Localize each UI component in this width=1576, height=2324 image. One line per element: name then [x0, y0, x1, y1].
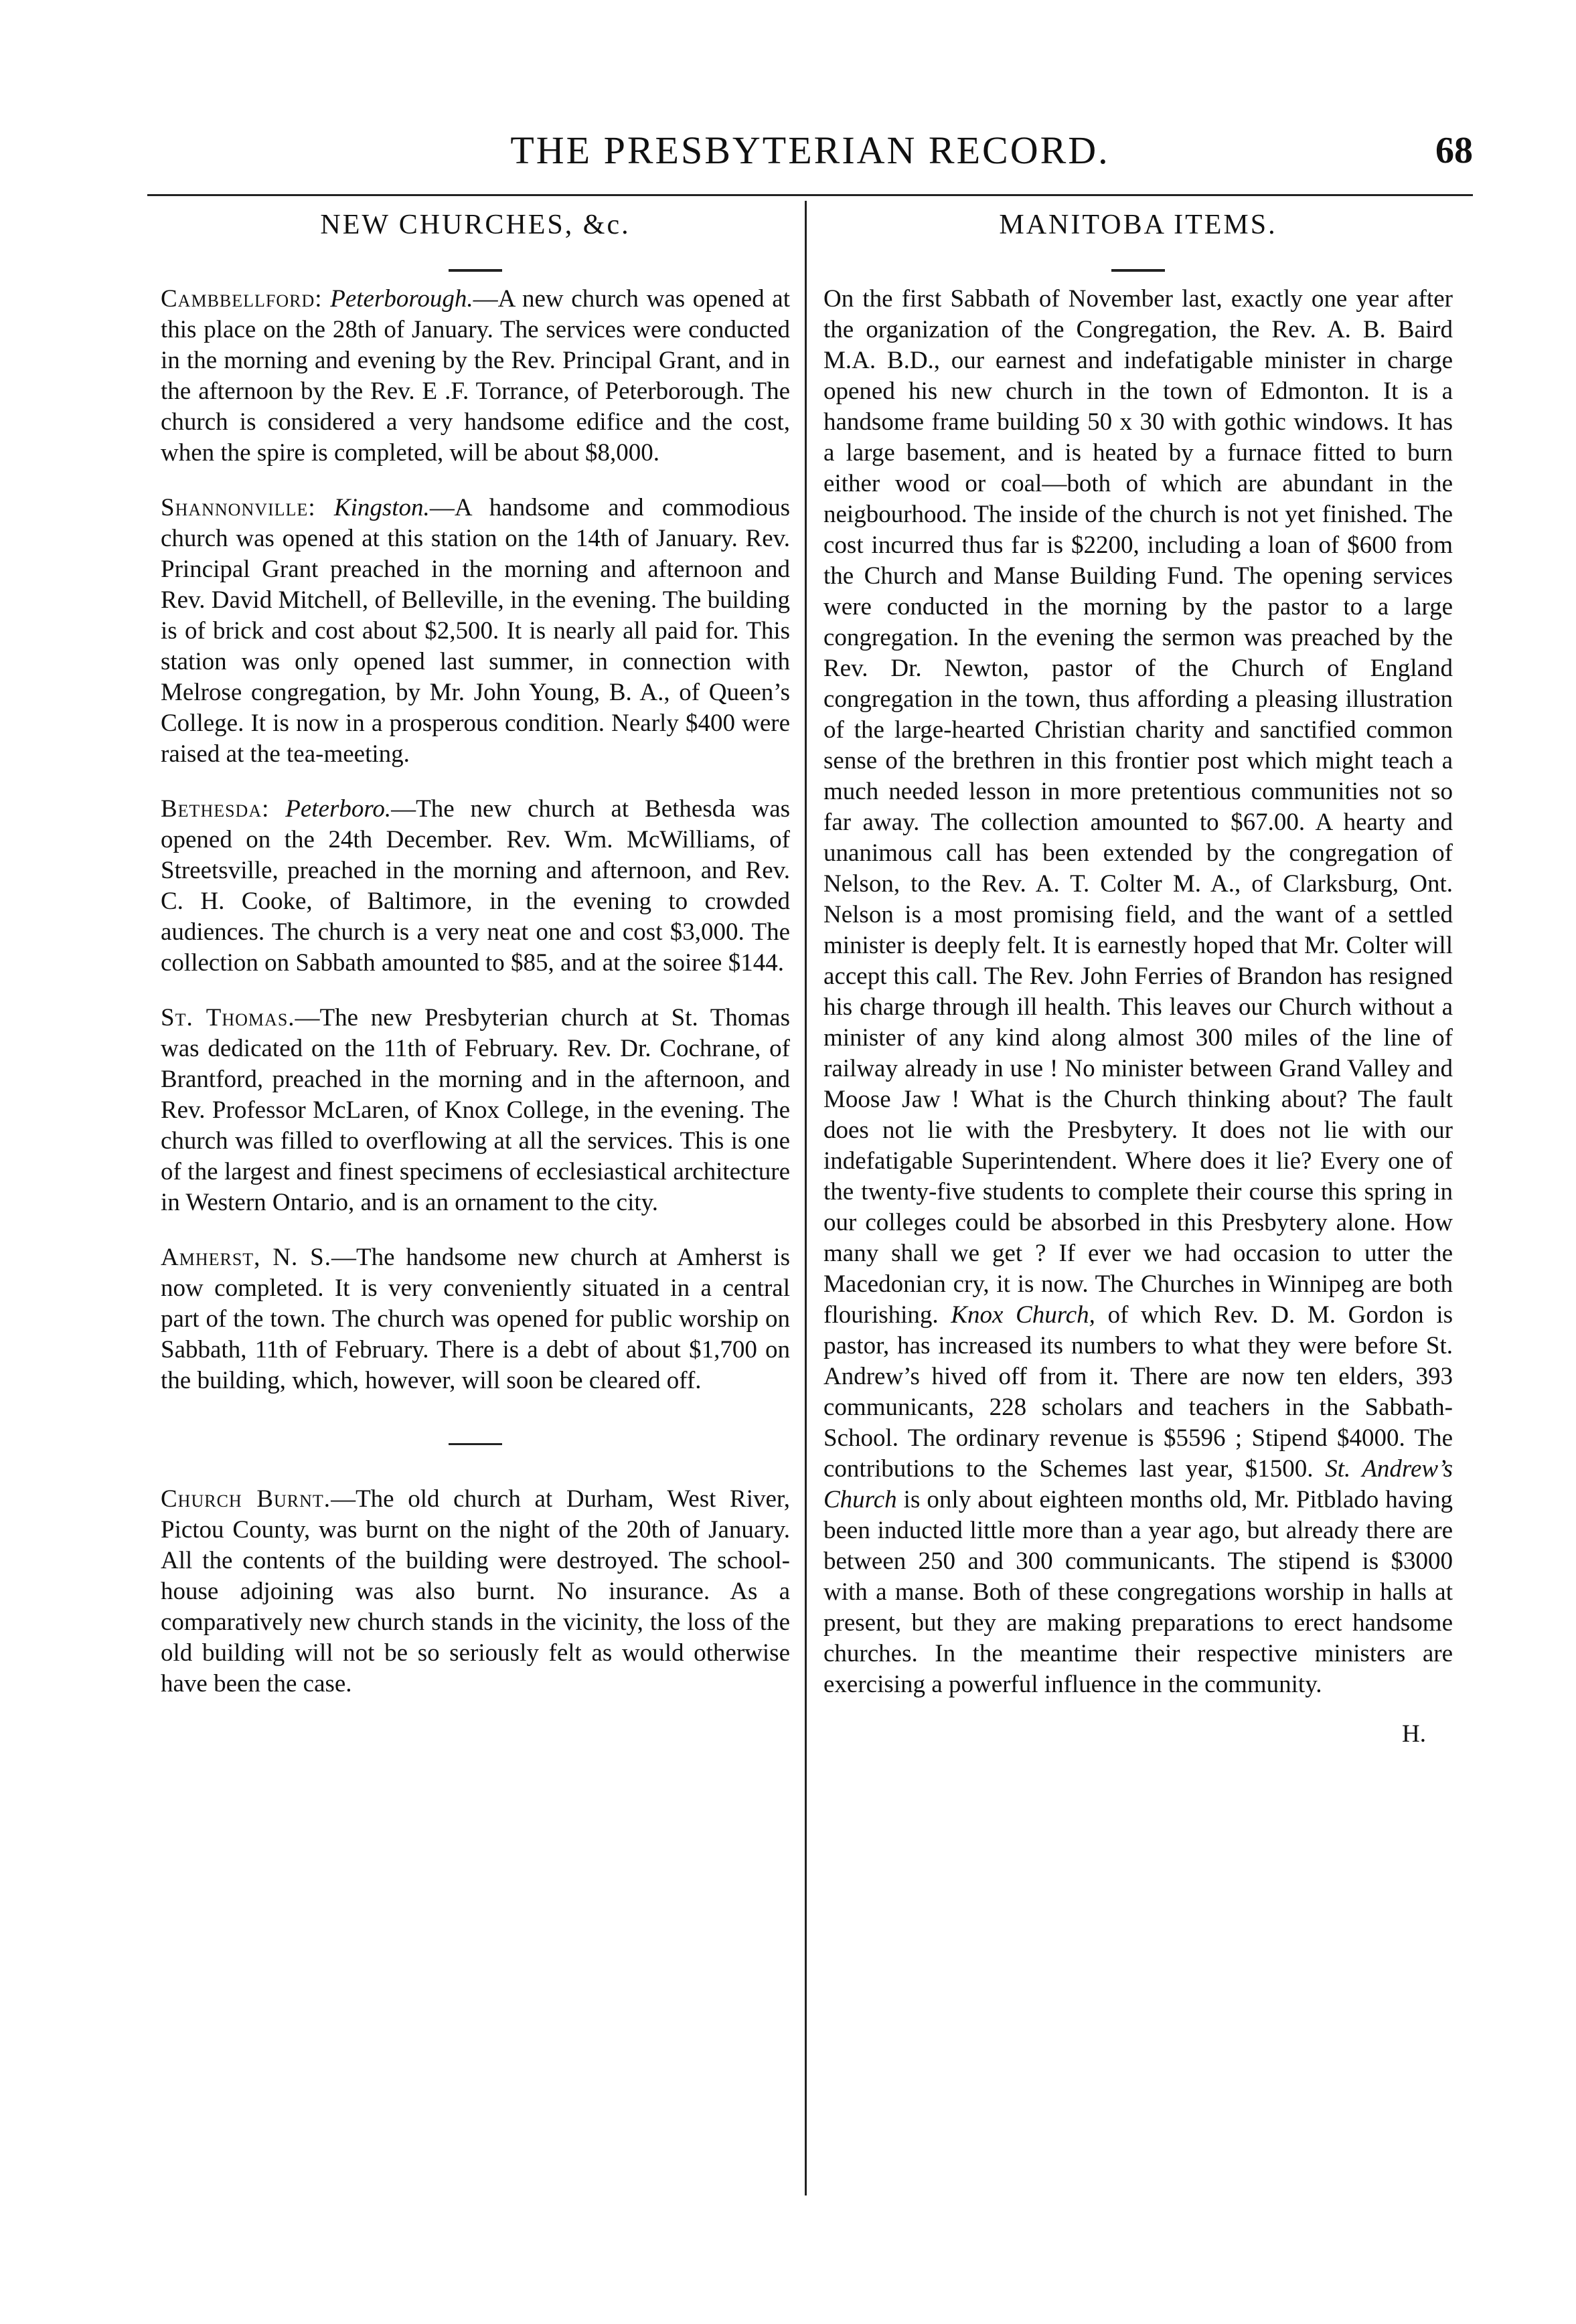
- article-text: —The handsome new church at Amherst is now completed. It is very conveniently situated in a central part of the town. The church was opened for public worship on Sabbath, 11th of February. There is a debt of about $1,700 on the building, which, however, will soon be cleared off.: [161, 1244, 790, 1394]
- article-place: Shannonville:: [161, 494, 316, 521]
- article-amherst: [161, 1242, 790, 1396]
- article-text: —A handsome and commodious church was opened at this station on the 14th of January. Rev. Principal Grant preached in the morning and afternoon and Rev. David Mitchell, of Belleville, in the evening. The building is of brick and cost about $2,500. It is nearly all paid for. This station was only opened last summer, in connection with Melrose congregation, by Mr. John Young, B. A., of Queen’s College. It is now in a prosperous condition. Nearly $400 were raised at the tea-meeting.: [161, 494, 790, 768]
- article-presbytery: Kingston.: [333, 494, 430, 521]
- article-presbytery: Peterboro.: [285, 795, 392, 823]
- journal-title: THE PRESBYTERIAN RECORD.: [510, 129, 1110, 172]
- manitoba-paragraph-1: On the first Sabbath of November last, exactly one year after the organization of the Congregation, the Rev. A. B. Baird M.A. B.D., our earnest and indefatigable minister in charge opened his new church in the town of Edmonton. It is a handsome frame building 50 x 30 with gothic windows. It has a large basement, and is heated by a furnace fitted to burn either wood or coal—both of which are abundant in the neigbourhood. The inside of the church is not yet finished. The cost incurred thus far is $2200, including a loan of $600 from the Church and Manse Building Fund. The opening services were conducted in the morning by the pastor to a large congregation. In the evening the sermon was preached by the Rev. Dr. Newton, pastor of the Church of England congregation in the town, thus affording a pleasing illustration of the large-hearted Christian charity and sanctified common sense of the brethren in this frontier post which might teach a much needed lesson in more pretentious communities not so far away. The collection amounted to $67.00. A hearty and unanimous call has been extended by the congregation of Nelson, to the Rev. A. T. Colter M. A., of Clarksburg, Ont. Nelson is a most promising field, and the want of a settled minister is deeply felt. It is earnestly hoped that Mr. Colter will accept this call. The Rev. John Ferries of Brandon has resigned his charge through ill health. This leaves our Church without a minister of any kind along almost 300 miles of the line of railway already in use ! No minister between Grand Valley and Moose Jaw ! What is the Church thinking about? The fault does not lie with the Presbytery. It does not lie with our indefatigable Superintendent. Where does it lie? Every one of the twenty-five students to complete their course this spring in our colleges could be absorbed in this Presbytery alone. How many shall we get ? If ever we had occasion to utter the Macedonian cry, it is now. The Churches in Winnipeg are both flourishing.: [823, 285, 1453, 1329]
- article-church-burnt: [161, 1484, 790, 1699]
- column-divider: [805, 201, 807, 2195]
- article-place: St. Thomas.: [161, 1004, 295, 1031]
- article-place: Cambbellford:: [161, 285, 323, 313]
- left-column-heading: NEW CHURCHES, &c.: [320, 210, 631, 240]
- header-rule: [147, 194, 1473, 196]
- article-place: Amherst, N. S.: [161, 1244, 332, 1271]
- right-column-heading: MANITOBA ITEMS.: [999, 210, 1277, 240]
- manitoba-paragraph-3: is only about eighteen months old, Mr. Pitblado having been inducted little more than a year ago, but already there are between 250 and 300 communicants. The stipend is $3000 with a manse. Both of these congregations worship in halls at present, but they are making preparations to erect handsome churches. In the meantime their respective ministers are exercising a powerful influence in the community.: [823, 1486, 1453, 1698]
- right-column: [823, 201, 1453, 1750]
- st-andrews-label: St. Andrew’s Church: [823, 1455, 1453, 1513]
- section-rule: [449, 1443, 502, 1445]
- signature: H.: [1402, 1720, 1426, 1748]
- knox-church-label: Knox Church,: [951, 1301, 1095, 1329]
- manitoba-items-text: [823, 284, 1453, 1700]
- heading-rule: [449, 269, 502, 272]
- article-text: —The old church at Durham, West River, Pictou County, was burnt on the night of the 20th of January. All the contents of the building were destroyed. The school-house adjoining was also burnt. No insurance. As a comparatively new church stands in the vicinity, the loss of the old building will not be so seriously felt as would otherwise have been the case.: [161, 1485, 791, 1697]
- left-column: [161, 201, 790, 1724]
- article-shannonville: [161, 493, 790, 770]
- heading-rule: [1111, 269, 1165, 272]
- article-place: Bethesda:: [161, 795, 270, 823]
- article-cambbellford: [161, 284, 790, 469]
- article-place: Church Burnt.: [161, 1485, 331, 1513]
- article-text: —The new church at Bethesda was opened on the 24th December. Rev. Wm. McWilliams, of Streetsville, preached in the morning and afternoon, and Rev. C. H. Cooke, of Baltimore, in the evening to crowded audiences. The church is a very neat one and cost $3,000. The collection on Sabbath amounted to $85, and at the soiree $144.: [161, 795, 791, 977]
- article-text: —A new church was opened at this place on the 28th of January. The services were conducted in the morning and evening by the Rev. Principal Grant, and in the afternoon by the Rev. E .F. Torrance, of Peterborough. The church is considered a very handsome edifice and the cost, when the spire is completed, will be about $8,000.: [161, 285, 791, 467]
- article-presbytery: Peterborough.: [330, 285, 473, 313]
- page-header: [147, 120, 1473, 181]
- manitoba-paragraph-2: of which Rev. D. M. Gordon is pastor, has increased its numbers to what they were before St. Andrew’s hived off from it. There are now ten elders, 393 communicants, 228 scholars and teachers in the Sabbath-School. The ordinary revenue is $5596 ; Stipend $4000. The contributions to the Schemes last year, $1500.: [823, 1301, 1453, 1483]
- article-bethesda: [161, 794, 790, 979]
- article-text: —The new Presbyterian church at St. Thomas was dedicated on the 11th of February. Rev. Dr. Cochrane, of Brantford, preached in the morning and in the afternoon, and Rev. Professor McLaren, of Knox College, in the evening. The church was filled to overflowing at all the services. This is one of the largest and finest specimens of ecclesiastical architecture in Western Ontario, and is an ornament to the city.: [161, 1004, 790, 1216]
- article-st-thomas: [161, 1003, 790, 1218]
- page-number: 68: [1435, 130, 1473, 171]
